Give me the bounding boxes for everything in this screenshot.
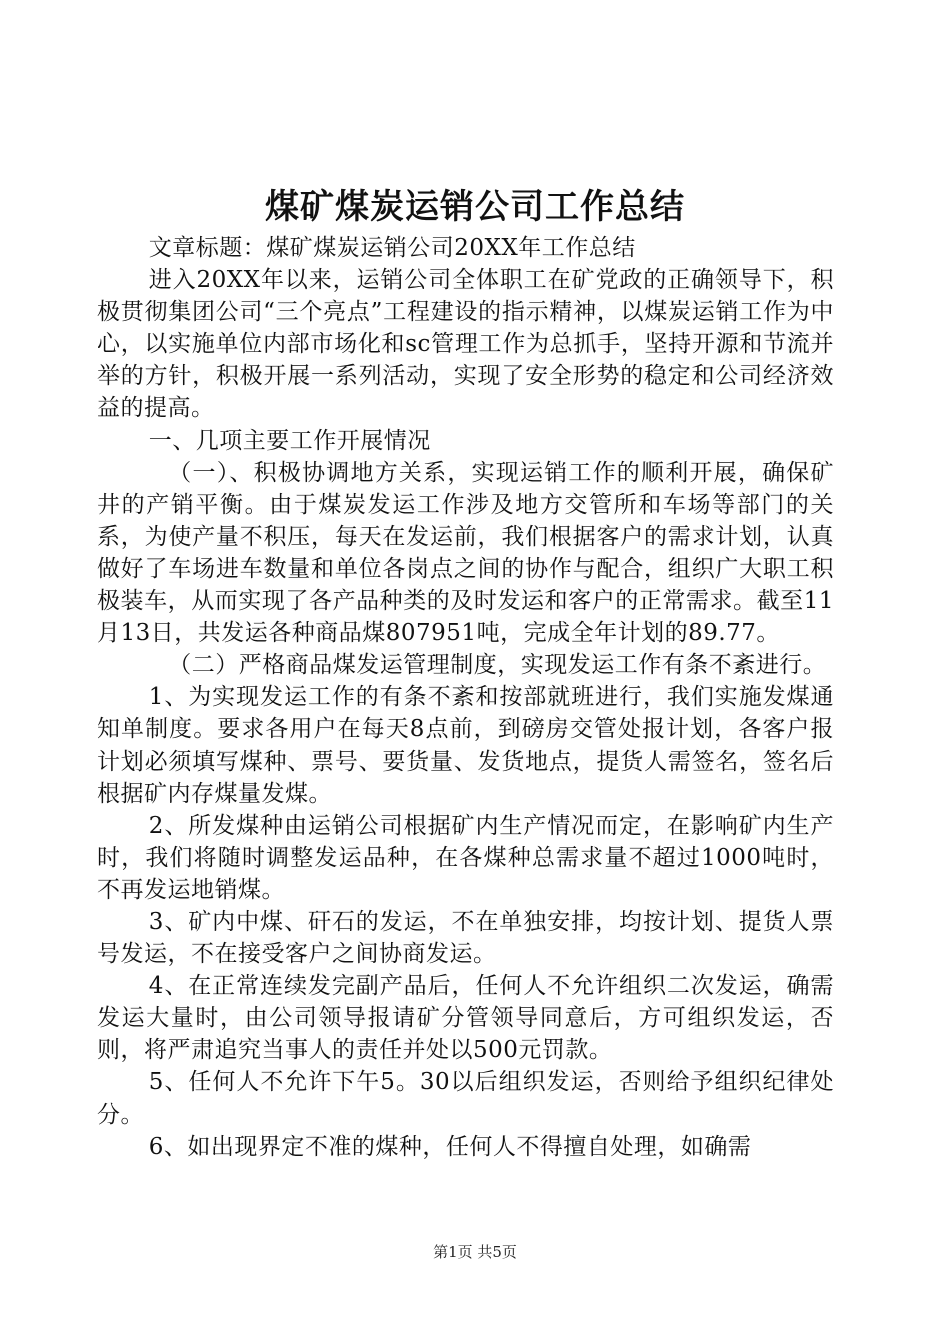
- page-footer: 第1页 共5页: [433, 1243, 517, 1261]
- intro-paragraph: 进入20XX年以来，运销公司全体职工在矿党政的正确领导下，积极贯彻集团公司“三个亮点”工程建设的指示精神，以煤炭运销工作为中心，以实施单位内部市场化和sc管理工作为总抓手，坚持开源和节流并举的方针，积极开展一系列活动，实现了安全形势的稳定和公司经济效益的提高。: [97, 267, 834, 422]
- rule-item-3: 3、矿内中煤、矸石的发运，不在单独安排，均按计划、提货人票号发运，不在接受客户之间协商发运。: [97, 908, 834, 968]
- document-body: [97, 232, 834, 1163]
- rule-item-5: 5、任何人不允许下午5。30以后组织发运，否则给予组织纪律处分。: [97, 1069, 834, 1128]
- rule-item-1: 1、为实现发运工作的有条不紊和按部就班进行，我们实施发煤通知单制度。要求各用户在每天8点前，到磅房交管处报计划，各客户报计划必须填写煤种、票号、要货量、发货地点，提货人需签名，签名后根据矿内存煤量发煤。: [97, 684, 834, 807]
- rule-item-6: 6、如出现界定不准的煤种，任何人不得擅自处理，如确需: [148, 1133, 752, 1160]
- article-heading-line: 文章标题：煤矿煤炭运销公司20XX年工作总结: [148, 235, 636, 261]
- rule-item-4: 4、在正常连续发完副产品后，任何人不允许组织二次发运，确需发运大量时，由公司领导报请矿分管领导同意后，方可组织发运，否则，将严肃追究当事人的责任并处以500元罚款。: [97, 973, 834, 1064]
- subsection-1-paragraph: （一）、积极协调地方关系，实现运销工作的顺利开展，确保矿井的产销平衡。由于煤炭发运工作涉及地方交管所和车场等部门的关系，为使产量不积压，每天在发运前，我们根据客户的需求计划，认真做好了车场进车数量和单位各岗点之间的协作与配合，组织广大职工积极装车，从而实现了各产品种类的及时发运和客户的正常需求。截至11月13日，共发运各种商品煤807951吨，完成全年计划的89.77。: [97, 459, 834, 647]
- rule-item-2: 2、所发煤种由运销公司根据矿内生产情况而定，在影响矿内生产时，我们将随时调整发运品种，在各煤种总需求量不超过1000吨时，不再发运地销煤。: [97, 812, 834, 903]
- document-title: 煤矿煤炭运销公司工作总结: [265, 187, 685, 227]
- section-heading: 一、几项主要工作开展情况: [148, 427, 431, 454]
- subsection-2-heading: （二）严格商品煤发运管理制度，实现发运工作有条不紊进行。: [168, 652, 827, 679]
